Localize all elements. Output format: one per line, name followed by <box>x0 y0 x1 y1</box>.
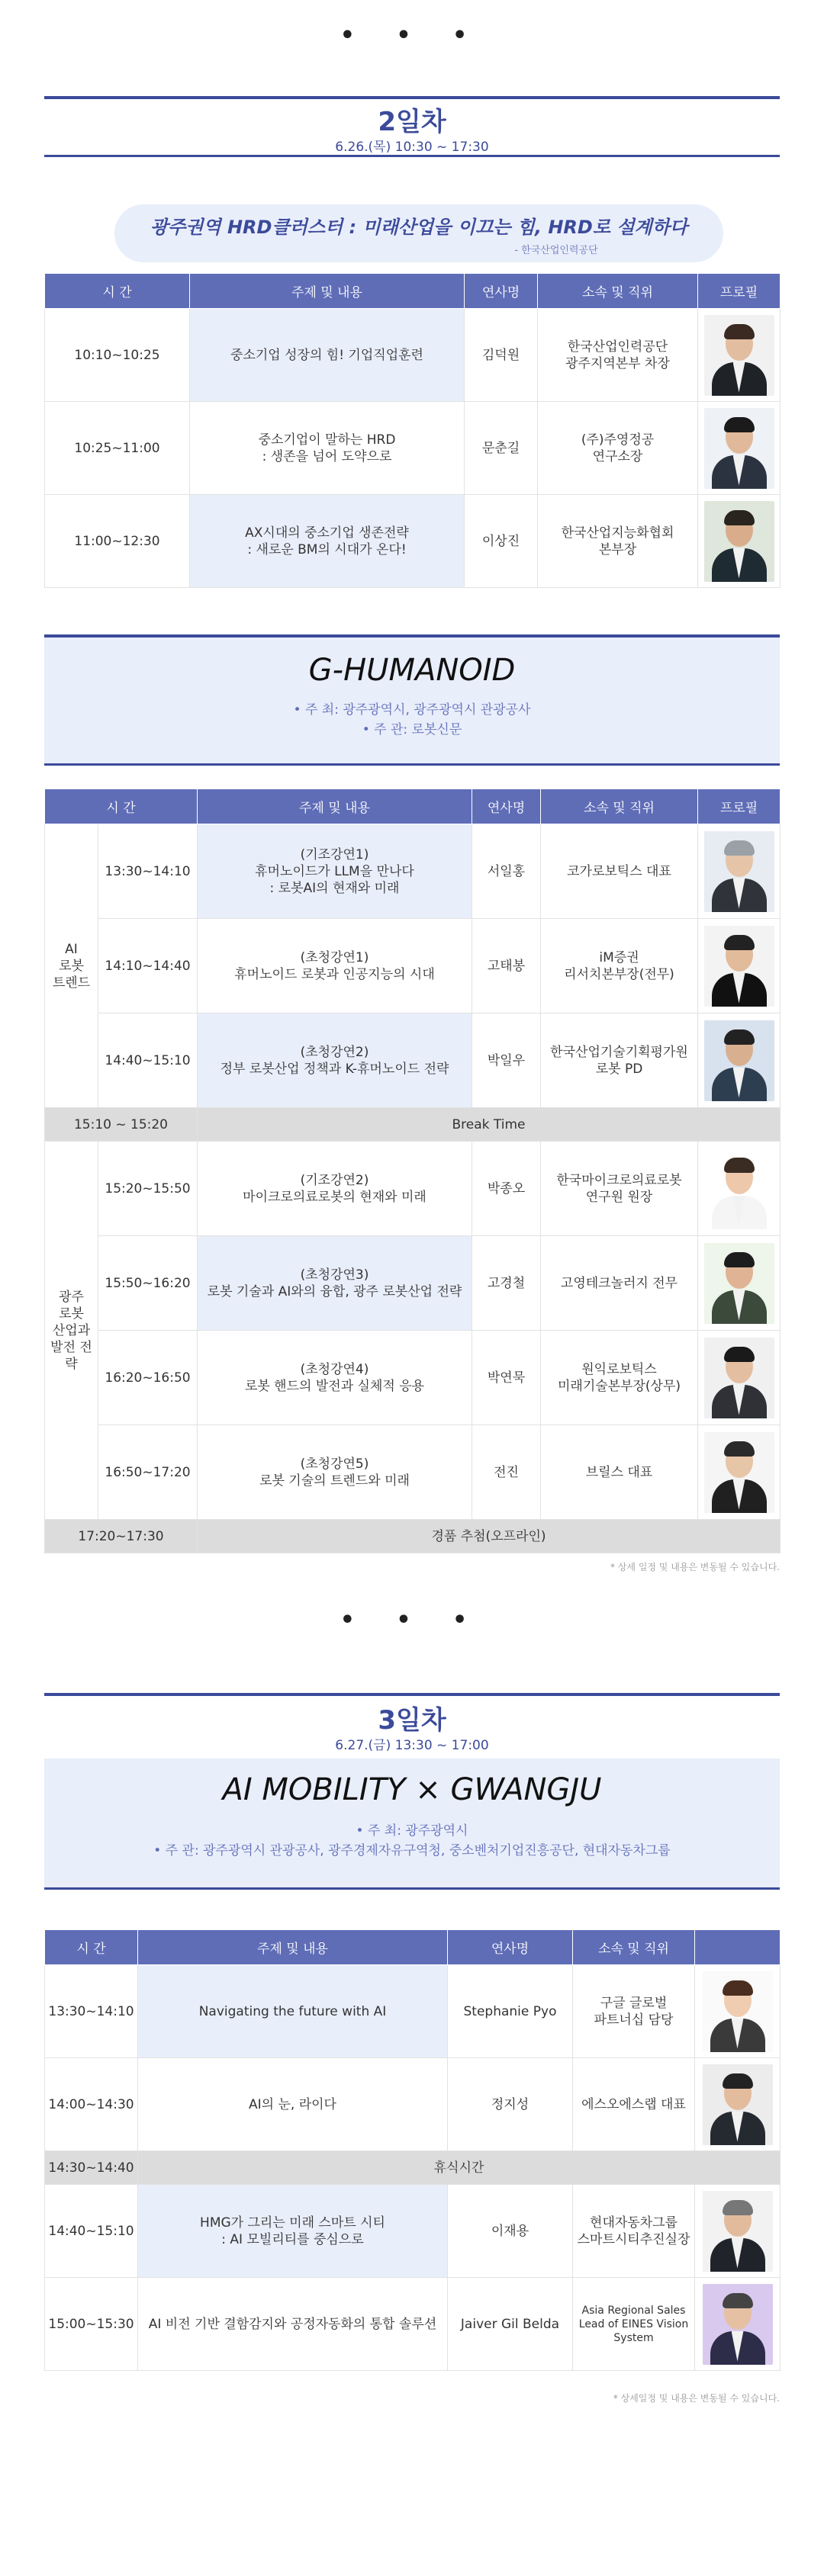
table-row <box>45 495 781 588</box>
session-topic: AX시대의 중소기업 생존전략 : 새로운 BM의 시대가 온다! <box>190 495 465 588</box>
session-time: 11:00~12:30 <box>45 495 190 588</box>
session-topic: (기조강연1) 휴머노이드가 LLM을 만나다 : 로봇AI의 현재와 미래 <box>198 824 472 919</box>
speaker-name: 박종오 <box>472 1142 541 1236</box>
table-row <box>45 2185 781 2278</box>
table-row <box>45 1965 781 2058</box>
speaker-affiliation: 코가로보틱스 대표 <box>541 824 698 919</box>
session-topic: (초청강연5) 로봇 기술의 트렌드와 미래 <box>198 1425 472 1520</box>
column-header: 연사명 <box>472 789 541 824</box>
speaker-name: 김덕원 <box>465 309 538 402</box>
day3-section-header <box>44 1759 780 1890</box>
session-time: 15:20~15:50 <box>98 1142 198 1236</box>
humanoid-title: G-HUMANOID <box>308 653 516 688</box>
session-topic: AI의 눈, 라이다 <box>138 2058 448 2151</box>
humanoid-host: • 주 최: 광주광역시, 광주광역시 관광공사 <box>293 702 531 718</box>
break-row <box>45 2151 781 2185</box>
day3-title: 3일차 <box>378 1705 446 1736</box>
speaker-photo <box>704 501 774 582</box>
day2-date: 6.26.(목) 10:30 ~ 17:30 <box>335 140 489 155</box>
session-time: 13:30~14:10 <box>98 824 198 919</box>
speaker-photo <box>704 1338 774 1418</box>
speaker-affiliation: 고영테크놀러지 전무 <box>541 1236 698 1331</box>
session-time: 14:10~14:40 <box>98 919 198 1013</box>
day2-schedule-table <box>44 273 781 588</box>
session-topic: AI 비전 기반 결함감지와 공정자동화의 통합 솔루션 <box>138 2278 448 2371</box>
section-divider-dots: • • • <box>340 1607 484 1633</box>
speaker-photo <box>704 315 774 396</box>
session-time: 16:50~17:20 <box>98 1425 198 1520</box>
day3-schedule-table <box>44 1929 781 2371</box>
speaker-affiliation: 구글 글로벌 파트너십 담당 <box>573 1965 695 2058</box>
speaker-profile <box>695 1965 781 2058</box>
table-header-row <box>45 789 781 824</box>
speaker-photo <box>704 1020 774 1101</box>
table-row <box>45 824 781 919</box>
day3-organizer: • 주 관: 광주광역시 관광공사, 광주경제자유구역청, 중소벤처기업진흥공단, 현대자동차그룹 <box>153 1843 671 1858</box>
session-topic: (초청강연2) 정부 로봇산업 정책과 K-휴머노이드 전략 <box>198 1013 472 1108</box>
speaker-name: 정지성 <box>448 2058 573 2151</box>
speaker-profile <box>698 309 781 402</box>
speaker-affiliation: iM증권 리서치본부장(전무) <box>541 919 698 1013</box>
day2-banner-title: 광주권역 HRD클러스터 : 미래산업을 이끄는 힘, HRD로 설계하다 <box>150 217 688 238</box>
speaker-affiliation: 원익로보틱스 미래기술본부장(상무) <box>541 1331 698 1425</box>
speaker-affiliation: Asia Regional Sales Lead of EINES Vision System <box>573 2278 695 2371</box>
speaker-name: 문춘길 <box>465 402 538 495</box>
speaker-profile <box>698 919 781 1013</box>
speaker-photo <box>704 1243 774 1324</box>
speaker-profile <box>695 2185 781 2278</box>
speaker-affiliation: 에스오에스랩 대표 <box>573 2058 695 2151</box>
speaker-name: 이상진 <box>465 495 538 588</box>
day2-banner-sub: - 한국산업인력공단 <box>514 245 598 256</box>
table-row <box>45 2058 781 2151</box>
speaker-profile <box>698 1331 781 1425</box>
table-header-row <box>45 1930 781 1965</box>
table-row <box>45 919 781 1013</box>
speaker-photo <box>704 1148 774 1229</box>
session-topic: (초청강연3) 로봇 기술과 AI와의 융합, 광주 로봇산업 전략 <box>198 1236 472 1331</box>
column-header: 프로필 <box>698 789 781 824</box>
speaker-photo <box>703 2191 773 2272</box>
session-topic: 중소기업 성장의 힘! 기업직업훈련 <box>190 309 465 402</box>
column-header: 연사명 <box>448 1930 573 1965</box>
column-header: 소속 및 직위 <box>573 1930 695 1965</box>
session-topic: (초청강연4) 로봇 핸드의 발전과 실체적 응용 <box>198 1331 472 1425</box>
day2-header <box>44 96 780 157</box>
column-header: 소속 및 직위 <box>538 274 698 309</box>
speaker-profile <box>698 1142 781 1236</box>
session-topic: (초청강연1) 휴머노이드 로봇과 인공지능의 시대 <box>198 919 472 1013</box>
humanoid-schedule-table <box>44 789 781 1553</box>
speaker-name: 박일우 <box>472 1013 541 1108</box>
session-time: 13:30~14:10 <box>45 1965 138 2058</box>
day3-host: • 주 최: 광주광역시 <box>356 1823 468 1839</box>
column-header: 소속 및 직위 <box>541 789 698 824</box>
speaker-name: Stephanie Pyo <box>448 1965 573 2058</box>
session-topic: Navigating the future with AI <box>138 1965 448 2058</box>
speaker-affiliation: 브릴스 대표 <box>541 1425 698 1520</box>
speaker-profile <box>695 2278 781 2371</box>
speaker-profile <box>698 402 781 495</box>
speaker-name: 전진 <box>472 1425 541 1520</box>
speaker-name: Jaiver Gil Belda <box>448 2278 573 2371</box>
session-topic: (기조강연2) 마이크로의료로봇의 현재와 미래 <box>198 1142 472 1236</box>
day2-banner <box>114 204 723 262</box>
table-header-row <box>45 274 781 309</box>
speaker-photo <box>704 926 774 1007</box>
section-divider-dots: • • • <box>340 22 484 49</box>
break-row <box>45 1108 781 1142</box>
speaker-affiliation: 한국산업기술기획평가원 로봇 PD <box>541 1013 698 1108</box>
day2-title: 2일차 <box>378 107 446 137</box>
break-time: 15:10 ~ 15:20 <box>45 1108 198 1142</box>
speaker-photo <box>703 2284 773 2365</box>
speaker-profile <box>698 1013 781 1108</box>
column-header: 프로필 <box>698 274 781 309</box>
speaker-profile <box>695 2058 781 2151</box>
speaker-photo <box>704 408 774 489</box>
speaker-photo <box>704 1432 774 1513</box>
break-time: 17:20~17:30 <box>45 1520 198 1553</box>
break-row <box>45 1520 781 1553</box>
table-row <box>45 1331 781 1425</box>
track-label: 광주 로봇 산업과 발전 전 략 <box>45 1142 98 1520</box>
session-time: 16:20~16:50 <box>98 1331 198 1425</box>
humanoid-note: * 상세 일정 및 내용은 변동될 수 있습니다. <box>610 1562 780 1572</box>
speaker-affiliation: (주)주영정공 연구소장 <box>538 402 698 495</box>
table-row <box>45 402 781 495</box>
speaker-affiliation: 현대자동차그룹 스마트시티추진실장 <box>573 2185 695 2278</box>
session-time: 14:00~14:30 <box>45 2058 138 2151</box>
table-row <box>45 1236 781 1331</box>
table-row <box>45 2278 781 2371</box>
table-row <box>45 309 781 402</box>
speaker-photo <box>703 1971 773 2052</box>
column-header: 시 간 <box>45 274 190 309</box>
speaker-profile <box>698 1425 781 1520</box>
break-label: 경품 추첨(오프라인) <box>198 1520 781 1553</box>
table-row <box>45 1425 781 1520</box>
table-row <box>45 1142 781 1236</box>
speaker-name: 고태봉 <box>472 919 541 1013</box>
humanoid-organizer: • 주 관: 로봇신문 <box>362 722 462 737</box>
table-row <box>45 1013 781 1108</box>
speaker-affiliation: 한국마이크로의료로봇 연구원 원장 <box>541 1142 698 1236</box>
column-header: 시 간 <box>45 1930 138 1965</box>
session-time: 15:00~15:30 <box>45 2278 138 2371</box>
day3-section-title: AI MOBILITY × GWANGJU <box>222 1772 602 1807</box>
session-time: 10:25~11:00 <box>45 402 190 495</box>
humanoid-section-header <box>44 634 780 766</box>
session-time: 14:40~15:10 <box>98 1013 198 1108</box>
session-time: 15:50~16:20 <box>98 1236 198 1331</box>
speaker-profile <box>698 1236 781 1331</box>
break-time: 14:30~14:40 <box>45 2151 138 2185</box>
speaker-affiliation: 한국산업인력공단 광주지역본부 차장 <box>538 309 698 402</box>
session-time: 14:40~15:10 <box>45 2185 138 2278</box>
speaker-name: 서일홍 <box>472 824 541 919</box>
break-label: Break Time <box>198 1108 781 1142</box>
session-topic: HMG가 그리는 미래 스마트 시티 : AI 모빌리티를 중심으로 <box>138 2185 448 2278</box>
speaker-profile <box>698 824 781 919</box>
break-label: 휴식시간 <box>138 2151 781 2185</box>
speaker-affiliation: 한국산업지능화협회 본부장 <box>538 495 698 588</box>
speaker-name: 고경철 <box>472 1236 541 1331</box>
day3-date: 6.27.(금) 13:30 ~ 17:00 <box>335 1738 489 1753</box>
session-time: 10:10~10:25 <box>45 309 190 402</box>
speaker-photo <box>704 831 774 912</box>
column-header: 주제 및 내용 <box>198 789 472 824</box>
column-header: 주제 및 내용 <box>190 274 465 309</box>
column-header: 시 간 <box>45 789 198 824</box>
column-header: 주제 및 내용 <box>138 1930 448 1965</box>
column-header: 연사명 <box>465 274 538 309</box>
day3-note: * 상세일정 및 내용은 변동될 수 있습니다. <box>613 2393 780 2404</box>
session-topic: 중소기업이 말하는 HRD : 생존을 넘어 도약으로 <box>190 402 465 495</box>
track-label: AI 로봇 트렌드 <box>45 824 98 1108</box>
speaker-photo <box>703 2064 773 2145</box>
speaker-profile <box>698 495 781 588</box>
speaker-name: 박연묵 <box>472 1331 541 1425</box>
speaker-name: 이재용 <box>448 2185 573 2278</box>
column-header <box>695 1930 781 1965</box>
